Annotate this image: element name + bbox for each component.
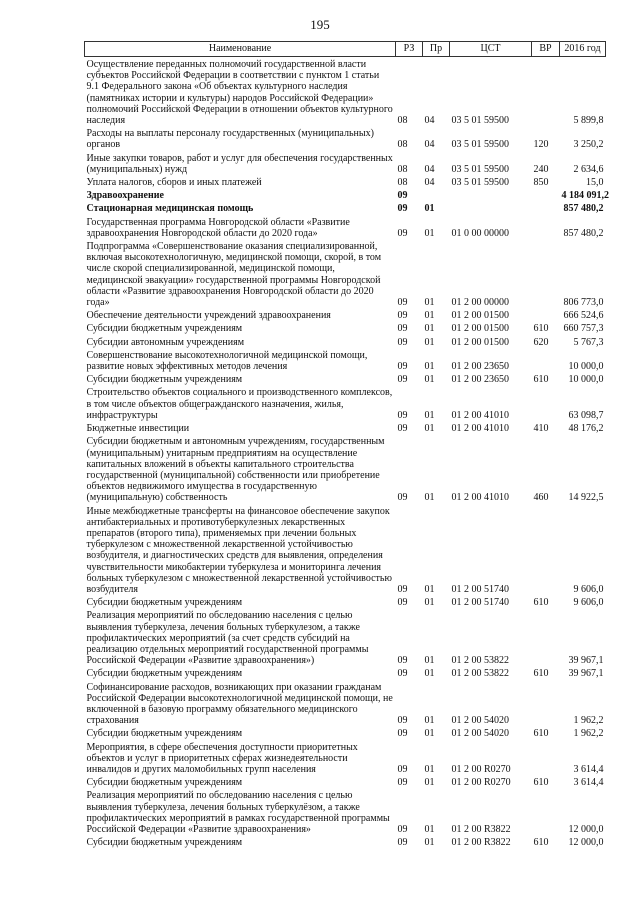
row-vr [532, 680, 560, 727]
row-name: Бюджетные инвестиции [86, 423, 190, 435]
row-amount: 12 000,0 [568, 837, 604, 849]
row-rz: 09 [397, 728, 408, 740]
row-vr [532, 504, 560, 596]
table-row [85, 788, 606, 835]
row-pr: 01 [424, 323, 435, 335]
row-pr: 04 [424, 163, 435, 175]
row-amount: 5 899,8 [573, 115, 604, 127]
row-amount: 857 480,2 [563, 227, 604, 239]
row-cst: 01 2 00 01500 [451, 323, 509, 335]
row-name: Строительство объектов социального и производственного комплексов, в том числе объектов общегражданского назначения, жилья, инфраструктуры [86, 387, 393, 421]
row-name: Здравоохранение [86, 190, 164, 202]
row-pr: 01 [424, 837, 435, 849]
row-vr [532, 188, 560, 201]
row-rz: 09 [397, 336, 408, 348]
row-pr [423, 188, 450, 201]
row-rz: 09 [397, 203, 408, 215]
row-cst: 01 2 00 41010 [451, 492, 509, 504]
row-vr: 610 [533, 374, 549, 386]
row-cst: 01 2 00 54020 [451, 715, 509, 727]
row-name: Иные закупки товаров, работ и услуг для обеспечения государственных (муниципальных) нужд [86, 152, 393, 175]
row-cst: 01 2 00 54020 [451, 728, 509, 740]
header-vr: ВР [532, 42, 560, 57]
table-row [85, 385, 606, 421]
row-amount: 3 250,2 [573, 139, 604, 151]
row-amount: 39 967,1 [568, 655, 604, 667]
row-cst: 01 2 00 R3822 [451, 824, 511, 835]
table-row [85, 321, 606, 334]
row-vr [532, 308, 560, 321]
table-row [85, 308, 606, 321]
budget-table [84, 41, 609, 849]
row-cst: 01 2 00 53822 [451, 668, 509, 680]
row-pr: 01 [424, 423, 435, 435]
table-row [85, 775, 606, 788]
table-row [85, 348, 606, 372]
row-name: Мероприятия, в сфере обеспечения доступности приоритетных объектов и услуг в приоритетных сферах жизнедеятельности инвалидов и других маломобильных групп населения [86, 741, 358, 775]
row-name: Субсидии бюджетным учреждениям [86, 777, 243, 789]
row-name: Подпрограмма «Совершенствование оказания специализированной, включая высокотехнологичную, медицинской помощи, скорой, в том числе скорой специализированной, медицинской помощи, медицинской эвакуации» государственной программы Новгородской области «Развитие здравоохранения Новгородской области до 2020 года» [86, 241, 382, 309]
table-row [85, 504, 606, 596]
table-row [85, 740, 606, 776]
header-pr: Пр [423, 42, 450, 57]
row-amount: 3 614,4 [573, 777, 604, 789]
row-pr: 04 [424, 177, 435, 189]
row-amount: 9 606,0 [573, 597, 604, 609]
row-pr: 01 [424, 374, 435, 386]
row-vr: 850 [533, 177, 549, 189]
row-vr [532, 215, 560, 239]
table-row [85, 680, 606, 727]
row-cst [450, 201, 532, 214]
row-amount: 4 184 091,2 [561, 190, 609, 202]
row-rz: 09 [397, 227, 408, 239]
row-amount: 10 000,0 [568, 361, 604, 373]
row-pr: 01 [424, 668, 435, 680]
row-vr [532, 608, 560, 666]
table-row [85, 188, 606, 201]
row-vr: 610 [533, 728, 549, 740]
row-pr: 01 [424, 655, 435, 667]
row-rz: 09 [397, 655, 408, 667]
row-amount: 15,0 [586, 177, 604, 189]
table-row [85, 175, 606, 188]
row-name: Иные межбюджетные трансферты на финансовое обеспечение закупок антибактериальных и противотуберкулезных лекарственных препаратов (второго типа), применяемых при лечении больных туберкулезом с множественной лекарственной устойчивостью возбудителя, и диагностических средств для выявления, определения чувствительности микобактерии туберкулеза и мониторинга лечения больных туберкулезом с множественной лекарственной устойчивостью возбудителя [86, 505, 392, 595]
row-amount: 666 524,6 [563, 310, 604, 322]
table-row [85, 726, 606, 739]
row-name: Субсидии бюджетным учреждениям [86, 728, 243, 740]
row-cst: 01 2 00 R0270 [451, 777, 511, 789]
row-rz: 09 [397, 374, 408, 386]
table-row [85, 151, 606, 175]
table-row [85, 666, 606, 679]
row-cst: 01 2 00 41010 [451, 409, 509, 421]
row-cst: 03 5 01 59500 [451, 139, 509, 151]
row-pr: 01 [424, 824, 435, 835]
row-cst: 01 2 00 53822 [451, 655, 509, 667]
row-rz: 09 [397, 777, 408, 789]
row-rz: 09 [397, 837, 408, 849]
row-amount: 48 176,2 [568, 423, 604, 435]
row-name: Субсидии бюджетным и автономным учреждениям, государственным (муниципальным) унитарным предприятиям на осуществление капитальных вложений в объекты капитального строительства государственной (муниципальной) собственности или приобретение объектов недвижимого имущества в государственную (муниципальную) собственность [86, 436, 385, 504]
table-row [85, 201, 606, 214]
row-vr: 410 [533, 423, 549, 435]
row-amount: 14 922,5 [568, 492, 604, 504]
row-vr: 610 [533, 668, 549, 680]
row-name: Осуществление переданных полномочий государственной власти субъектов Российской Федерации в соответствии с пунктом 1 статьи 9.1 Федерального закона «Об объектах культурного наследия (памятниках истории и культуры) народов Российской Федерации» полномочий Российской Федерации в отношении объектов культурного наследия [86, 59, 393, 127]
row-rz: 09 [397, 323, 408, 335]
row-amount: 12 000,0 [568, 824, 604, 835]
row-pr: 01 [424, 336, 435, 348]
row-name: Совершенствование высокотехнологичной медицинской помощи, развитие новых эффективных методов лечения [86, 349, 368, 373]
table-row [85, 57, 606, 127]
row-pr: 01 [424, 583, 435, 595]
table-row [85, 595, 606, 608]
row-pr: 01 [424, 763, 435, 775]
row-rz: 09 [397, 597, 408, 609]
row-rz: 09 [397, 310, 408, 322]
row-vr: 240 [533, 163, 549, 175]
table-row [85, 335, 606, 348]
row-vr: 610 [533, 837, 549, 849]
row-rz: 08 [397, 177, 408, 189]
table-row [85, 608, 606, 666]
row-amount: 1 962,2 [573, 715, 604, 727]
row-cst: 01 2 00 R3822 [451, 837, 511, 849]
row-amount: 63 098,7 [568, 409, 604, 421]
row-name: Субсидии бюджетным учреждениям [86, 374, 243, 386]
row-amount: 3 614,4 [573, 763, 604, 775]
page-number: 195 [310, 17, 330, 32]
row-amount: 10 000,0 [568, 374, 604, 386]
row-cst: 01 2 00 00000 [451, 297, 509, 309]
header-rz: РЗ [396, 42, 423, 57]
row-rz: 08 [397, 163, 408, 175]
row-pr: 01 [424, 597, 435, 609]
row-rz: 09 [397, 361, 408, 373]
row-pr: 01 [424, 310, 435, 322]
table-header-row [85, 42, 606, 57]
row-cst: 01 2 00 51740 [451, 597, 509, 609]
row-rz: 09 [397, 824, 408, 835]
table-row [85, 215, 606, 239]
row-pr: 01 [424, 492, 435, 504]
row-amount: 2 634,6 [573, 163, 604, 175]
row-name: Уплата налогов, сборов и иных платежей [86, 177, 262, 189]
row-amount: 9 606,0 [573, 583, 604, 595]
row-pr: 01 [424, 715, 435, 727]
table-row [85, 434, 606, 503]
row-amount: 1 962,2 [573, 728, 604, 740]
row-rz: 09 [397, 423, 408, 435]
row-vr [532, 239, 560, 308]
row-cst: 01 2 00 23650 [451, 361, 509, 373]
row-rz: 09 [397, 492, 408, 504]
row-vr: 610 [533, 597, 549, 609]
row-pr: 01 [424, 361, 435, 373]
row-rz: 09 [397, 583, 408, 595]
row-name: Субсидии бюджетным учреждениям [86, 668, 243, 680]
row-pr: 01 [424, 297, 435, 309]
row-rz: 09 [397, 763, 408, 775]
row-pr: 01 [424, 227, 435, 239]
row-name: Государственная программа Новгородской области «Развитие здравоохранения Новгородской области до 2020 года» [86, 216, 350, 239]
row-name: Субсидии автономным учреждениям [86, 336, 245, 348]
row-rz: 09 [397, 190, 408, 202]
row-cst: 01 2 00 01500 [451, 310, 509, 322]
row-vr: 610 [533, 777, 549, 789]
row-amount: 660 757,3 [563, 323, 604, 335]
header-year: 2016 год [560, 42, 606, 57]
row-vr [532, 201, 560, 214]
row-pr: 04 [424, 139, 435, 151]
row-name: Обеспечение деятельности учреждений здравоохранения [86, 310, 331, 322]
row-name: Субсидии бюджетным учреждениям [86, 837, 243, 849]
table-row [85, 421, 606, 434]
row-cst: 03 5 01 59500 [451, 115, 509, 127]
row-vr [532, 57, 560, 127]
row-cst: 03 5 01 59500 [451, 177, 509, 189]
row-name: Реализация мероприятий по обследованию населения с целью выявления туберкулеза, лечения больных туберкулёзом, а также профилактических мероприятий в рамках государственной программы Российской Федерации «Развитие здравоохранения» [86, 790, 390, 835]
table-row [85, 126, 606, 150]
table-row [85, 835, 606, 848]
row-name: Субсидии бюджетным учреждениям [86, 323, 243, 335]
table-body [85, 57, 609, 849]
row-pr: 01 [424, 409, 435, 421]
row-cst: 01 2 00 R0270 [451, 763, 511, 775]
row-cst: 01 2 00 51740 [451, 583, 509, 595]
header-cst: ЦСТ [450, 42, 532, 57]
row-amount: 806 773,0 [563, 297, 604, 309]
header-name: Наименование [85, 42, 396, 57]
row-cst [450, 188, 532, 201]
row-name: Субсидии бюджетным учреждениям [86, 597, 243, 609]
row-vr [532, 788, 560, 835]
row-vr: 610 [533, 323, 549, 335]
row-vr [532, 385, 560, 421]
row-rz: 09 [397, 297, 408, 309]
row-vr: 460 [533, 492, 549, 504]
row-cst: 01 2 00 01500 [451, 336, 509, 348]
row-name: Стационарная медицинская помощь [86, 203, 254, 215]
row-pr: 04 [424, 115, 435, 127]
row-amount: 39 967,1 [568, 668, 604, 680]
row-name: Софинансирование расходов, возникающих при оказании гражданам Российской Федерации высокотехнологичной медицинской помощи, не включенной в базовую программу обязательного медицинского страхования [86, 681, 393, 727]
row-rz: 09 [397, 668, 408, 680]
row-rz: 08 [397, 139, 408, 151]
row-amount: 5 767,3 [573, 336, 604, 348]
row-cst: 01 2 00 41010 [451, 423, 509, 435]
row-rz: 09 [397, 409, 408, 421]
row-amount: 857 480,2 [563, 203, 604, 215]
row-pr: 01 [424, 777, 435, 789]
row-vr: 620 [533, 336, 549, 348]
row-cst: 01 2 00 23650 [451, 374, 509, 386]
row-pr: 01 [424, 728, 435, 740]
row-pr: 01 [424, 203, 435, 215]
table-row [85, 372, 606, 385]
row-rz: 08 [397, 115, 408, 127]
row-rz: 09 [397, 715, 408, 727]
row-name: Реализация мероприятий по обследованию населения с целью выявления туберкулеза, лечения больных туберкулезом, а также профилактических мероприятий (за счет средств субсидий на реализацию отдельных мероприятий государственной программы Российской Федерации «Развитие здравоохранения») [86, 610, 369, 667]
row-name: Расходы на выплаты персоналу государственных (муниципальных) органов [86, 128, 374, 151]
row-vr [532, 740, 560, 776]
row-cst: 03 5 01 59500 [451, 163, 509, 175]
table-row [85, 239, 606, 308]
row-cst: 01 0 00 00000 [451, 227, 509, 239]
row-vr: 120 [533, 139, 549, 151]
row-vr [532, 348, 560, 372]
